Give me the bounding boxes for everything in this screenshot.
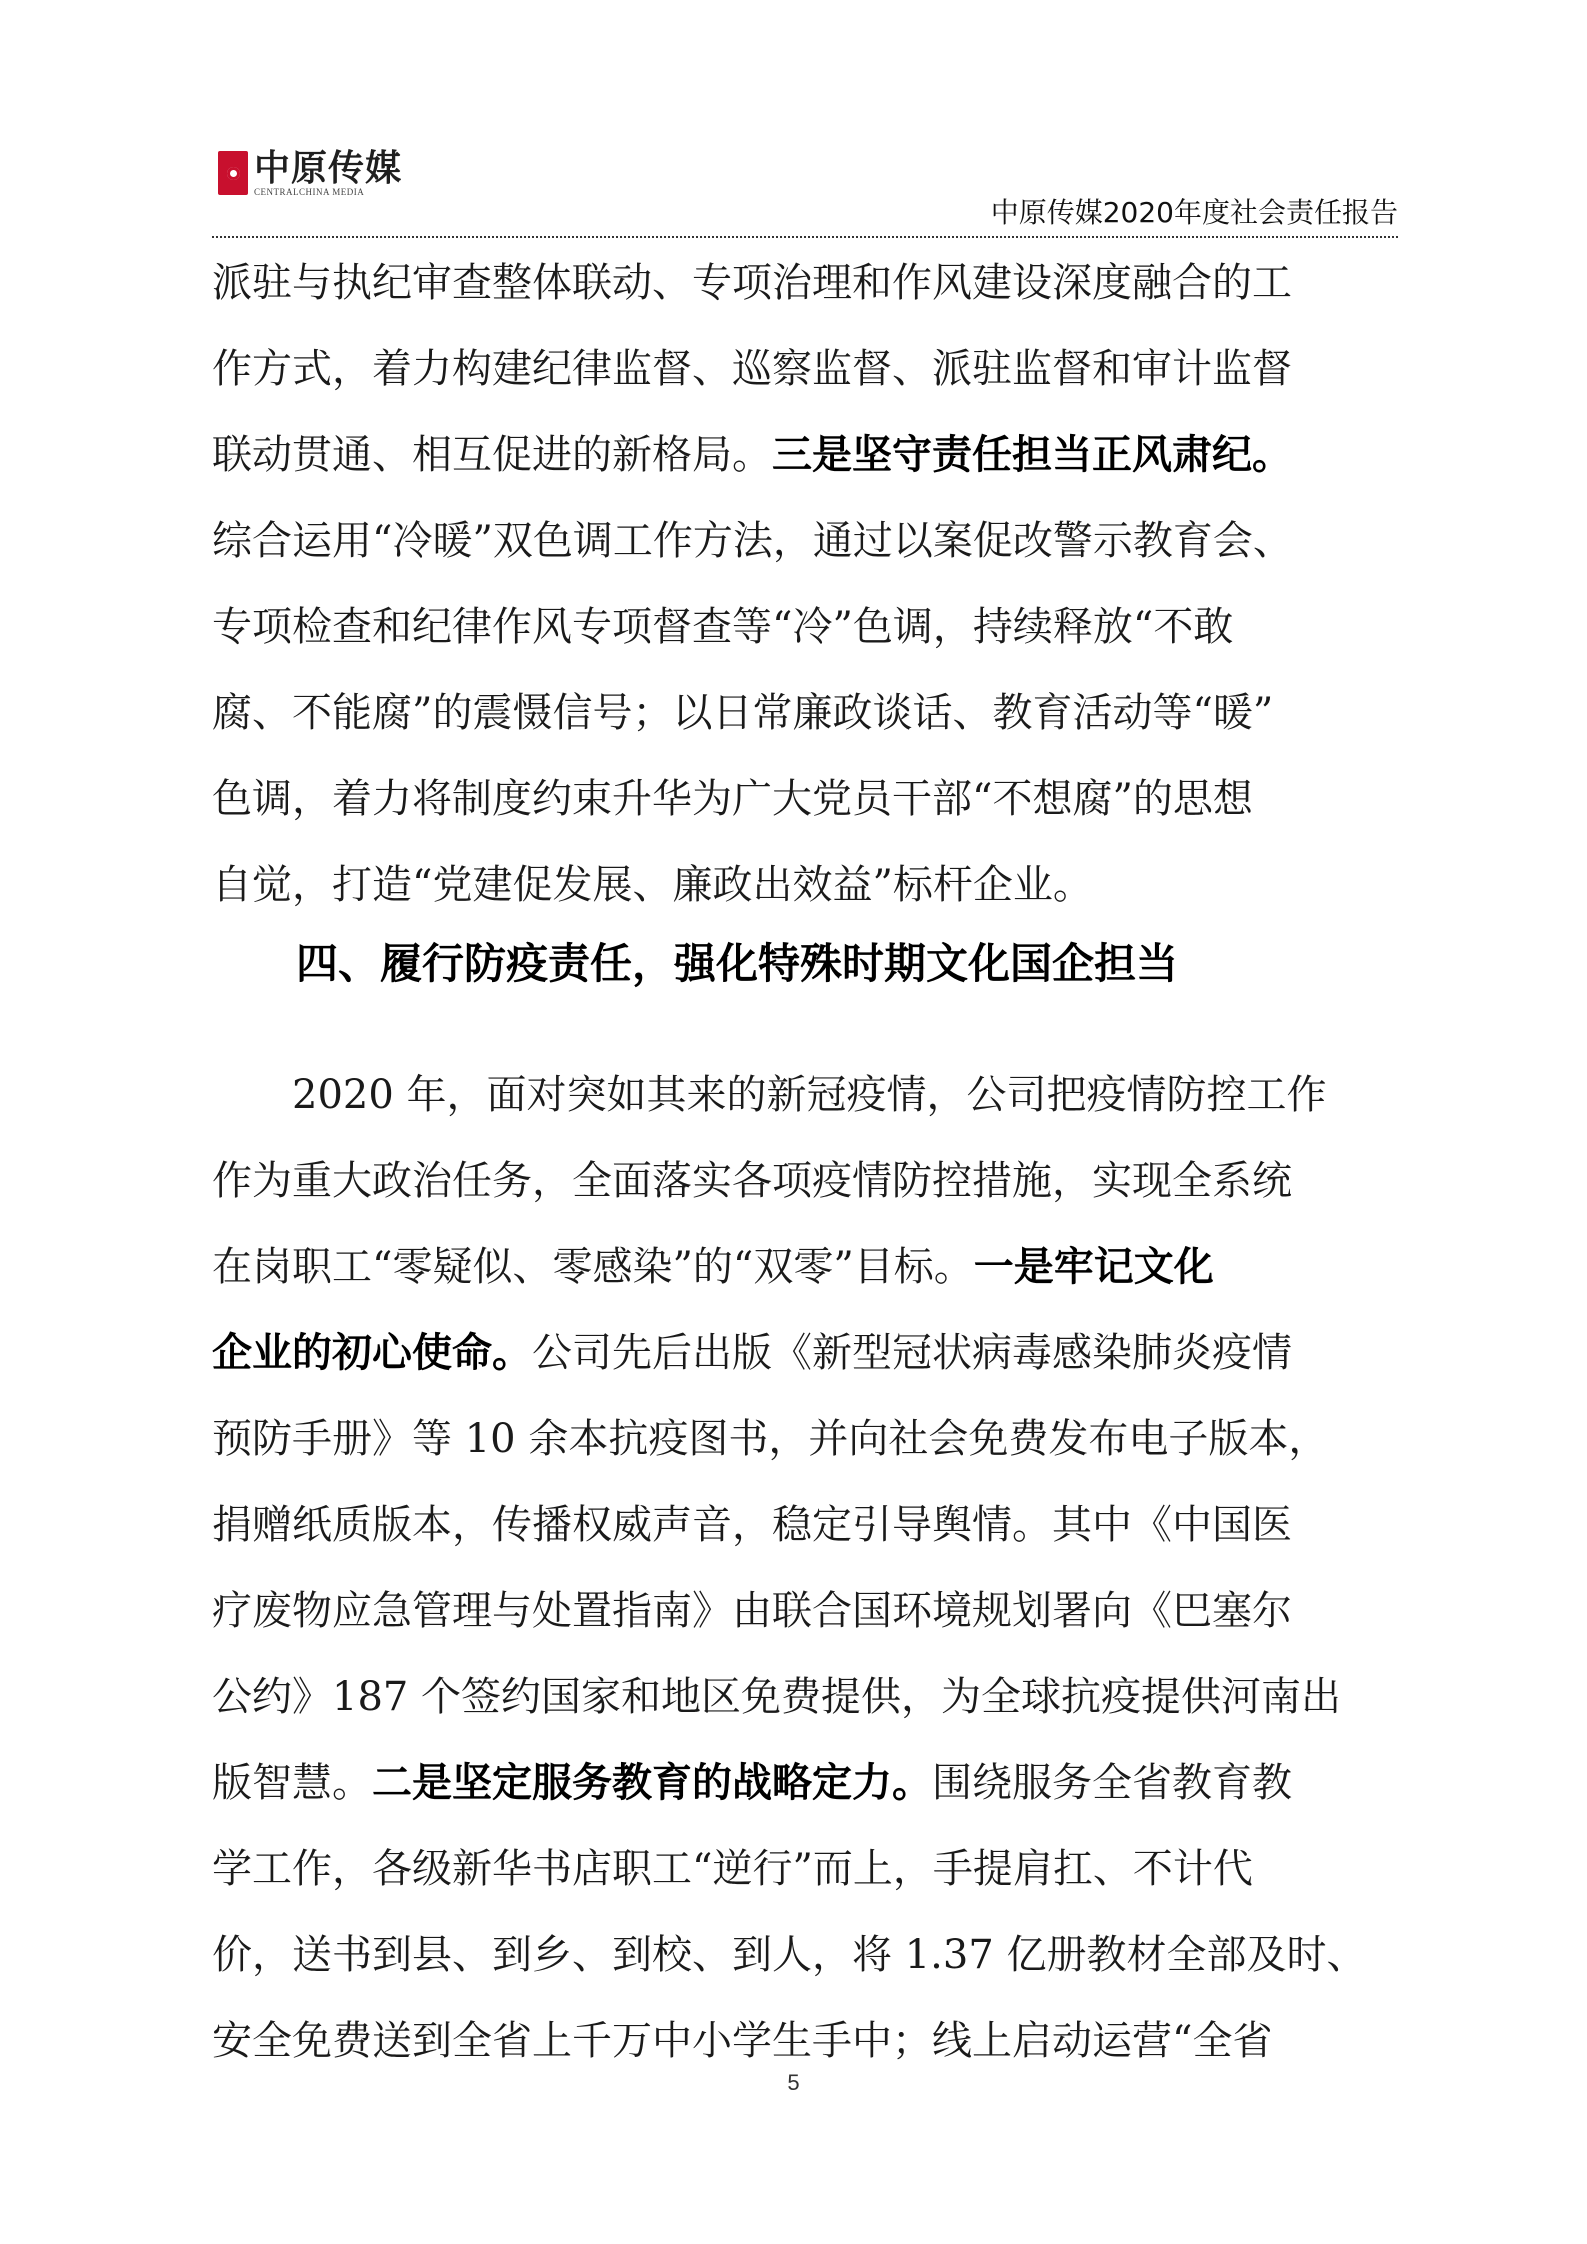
text-run: 联动贯通、相互促进的新格局。: [212, 432, 772, 478]
text-line: [212, 1310, 1388, 1396]
report-title: 中原传媒2020年度社会责任报告: [990, 196, 1398, 229]
logo-chinese-name: 中原传媒: [254, 147, 403, 189]
text-line: 色调，着力将制度约束升华为广大党员干部“不想腐”的思想: [212, 776, 1253, 822]
text-line: 作方式，着力构建纪律监督、巡察监督、派驻监督和审计监督: [212, 346, 1292, 392]
text-run: 在岗职工“零疑似、零感染”的“双零”目标。: [212, 1244, 974, 1290]
bold-key-point: 企业的初心使命。: [212, 1330, 532, 1376]
text-run: 公司先后出版《新型冠状病毒感染肺炎疫情: [532, 1330, 1292, 1376]
paragraph-discipline: [212, 240, 1388, 928]
text-line: 派驻与执纪审查整体联动、专项治理和作风建设深度融合的工: [212, 260, 1292, 306]
bold-key-point: 一是牢记文化: [973, 1244, 1214, 1290]
text-line: [212, 1740, 1388, 1826]
text-run: 版智慧。: [212, 1760, 372, 1806]
page-number: 5: [787, 2070, 800, 2095]
text-line: 作为重大政治任务，全面落实各项疫情防控措施，实现全系统: [212, 1158, 1292, 1204]
text-line: 腐、不能腐”的震慑信号；以日常廉政谈话、教育活动等“暖”: [212, 690, 1274, 736]
text-line: 学工作，各级新华书店职工“逆行”而上，手提肩扛、不计代: [212, 1846, 1253, 1892]
text-line: 专项检查和纪律作风专项督查等“冷”色调，持续释放“不敢: [212, 604, 1234, 650]
section-heading: 四、履行防疫责任，强化特殊时期文化国企担当: [296, 939, 1179, 988]
text-line: 价，送书到县、到乡、到校、到人，将 1.37 亿册教材全部及时、: [212, 1932, 1367, 1978]
logo-text: [254, 149, 402, 197]
company-logo: [218, 146, 402, 200]
text-line: 自觉，打造“党建促发展、廉政出效益”标杆企业。: [212, 862, 1093, 908]
text-line: 2020 年，面对突如其来的新冠疫情，公司把疫情防控工作: [292, 1072, 1327, 1118]
text-line: 预防手册》等 10 余本抗疫图书，并向社会免费发布电子版本，: [212, 1416, 1329, 1462]
logo-emblem-icon: [218, 151, 248, 195]
bold-key-point: 三是坚守责任担当正风肃纪。: [772, 432, 1292, 478]
logo-english-name: CENTRALCHINA MEDIA: [254, 187, 365, 197]
text-line: 安全免费送到全省上千万中小学生手中；线上启动运营“全省: [212, 2018, 1273, 2064]
text-line: [212, 1224, 1388, 1310]
text-line: 综合运用“冷暖”双色调工作方法，通过以案促改警示教育会、: [212, 518, 1293, 564]
text-run: 围绕服务全省教育教: [932, 1760, 1292, 1806]
bold-key-point: 二是坚定服务教育的战略定力。: [372, 1760, 932, 1806]
paragraph-epidemic: [212, 1052, 1388, 2084]
text-line: 捐赠纸质版本，传播权威声音，稳定引导舆情。其中《中国医: [212, 1502, 1292, 1548]
header-divider: [212, 236, 1398, 238]
text-line: 公约》187 个签约国家和地区免费提供，为全球抗疫提供河南出: [212, 1674, 1342, 1720]
text-line: 疗废物应急管理与处置指南》由联合国环境规划署向《巴塞尔: [212, 1588, 1292, 1634]
text-line: [212, 412, 1388, 498]
